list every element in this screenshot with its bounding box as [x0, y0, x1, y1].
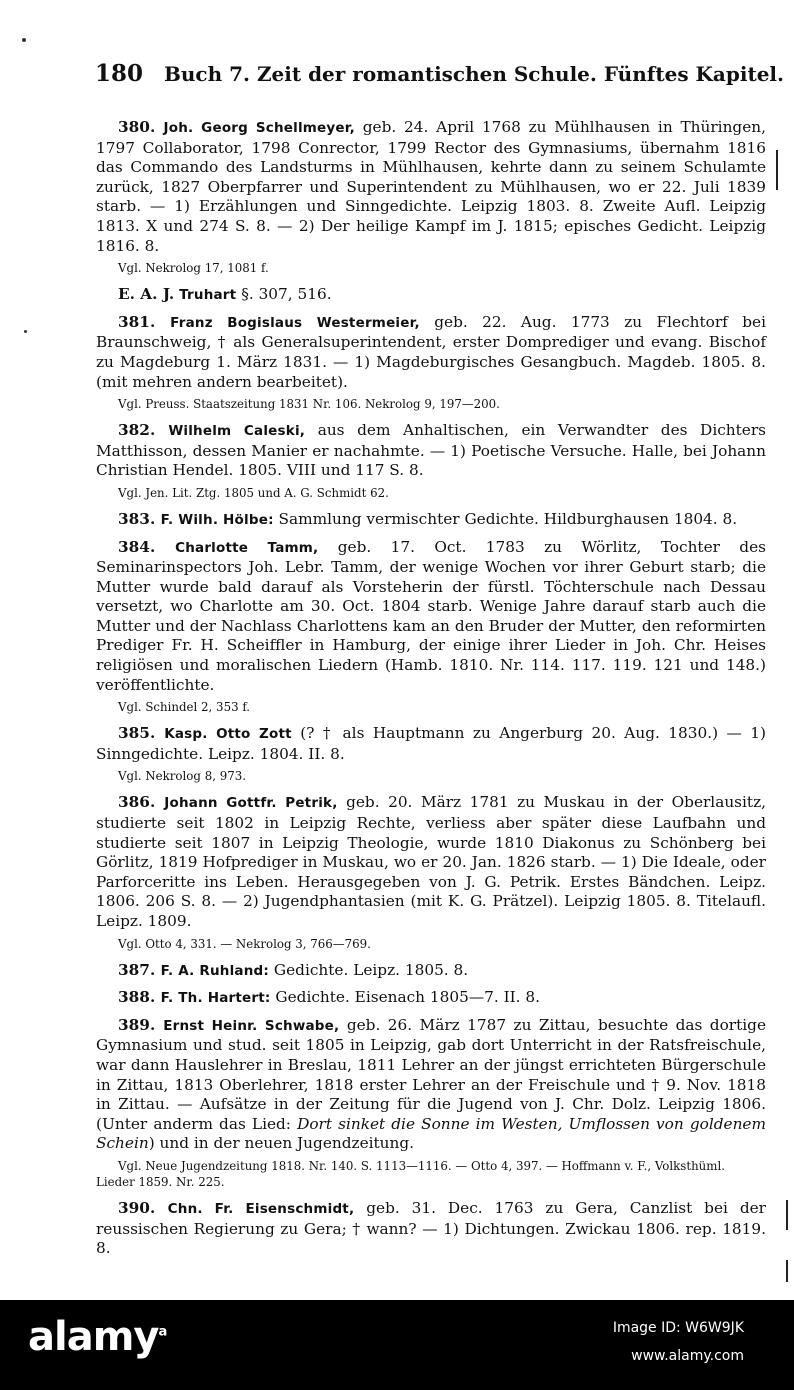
entry-name: Franz Bogislaus Westermeier, [170, 314, 420, 331]
entry-text: Gedichte. Eisenach 1805—7. II. 8. [275, 988, 540, 1007]
image-url: www.alamy.com [631, 1348, 744, 1364]
entry-note: Vgl. Nekrolog 17, 1081 f. [118, 261, 269, 276]
margin-mark [786, 1260, 788, 1282]
entry-name: F. A. Ruhland: [160, 962, 270, 979]
entry-name: Joh. Georg Schellmeyer, [163, 120, 355, 136]
body-text [96, 118, 766, 1266]
entry-text: geb. 31. Dec. 1763 zu Gera, Canzlist bei der reussischen Regierung zu Gera; † wann? — 1) Dichtungen. Zwickau 1806. rep. 1819. 8. [96, 1198, 766, 1258]
entry-number: E. A. J. [118, 285, 175, 304]
scan-speck [24, 330, 27, 333]
entry-text: Sammlung vermischter Gedichte. Hildburghausen 1804. 8. [278, 509, 738, 528]
song-title: Dort sinket die Sonne im Westen, Umflossen von goldenem Schein [96, 1114, 766, 1153]
entry-name: Charlotte Tamm, [175, 539, 319, 556]
entry-number: 381 [118, 312, 150, 331]
entry-text: (? † als Hauptmann zu Angerburg 20. Aug. 1830.) — 1) Sinngedichte. Leipz. 1804. II. 8. [96, 724, 766, 763]
entry-380: 380. Joh. Georg Schellmeyer, geb. 24. April 1768 zu Mühlhausen in Thüringen, 1797 Collaborator, 1798 Conrector, 1799 Rector des Gymnasiums, übernahm 1816 das Commando des Landsturms in Mühlhausen, kehrte dann zu seinem Schulamte zurück, 1827 Oberpfarrer und Superintendent zu Mühlhausen, wo er 22. Juli 1839 starb. — 1) Erzählungen und Sinngedichte. Leipzig 1803. 8. Zweite Aufl. Leipzig 1813. X und 274 S. 8. — 2) Der heilige Kampf im J. 1815; episches Gedicht. Leipzig 1816. 8. [96, 118, 766, 255]
entry-number: 387 [118, 960, 150, 979]
entry-number: 382 [118, 421, 150, 440]
entry-388: 388. F. Th. Hartert: Gedichte. Eisenach 1805—7. II. 8. [118, 988, 540, 1007]
entry-number: 384 [118, 537, 150, 556]
entry-381: 381. Franz Bogislaus Westermeier, geb. 22. Aug. 1773 zu Flechtorf bei Braunschweig, † als Generalsuperintendent, erster Domprediger und evang. Bischof zu Magdeburg 1. März 1831. — 1) Magdeburgisches Gesangbuch. Magdeb. 1805. 8. (mit mehren andern bearbeitet). [96, 312, 766, 391]
entry-386: 386. Johann Gottfr. Petrik, geb. 20. März 1781 zu Muskau in der Oberlausitz, studierte seit 1802 in Leipzig Rechte, verliess aber später diese Laufbahn und studierte seit 1807 in Leipzig Theologie, wurde 1810 Diakonus zu Schönberg bei Görlitz, 1819 Hofprediger in Muskau, wo er 20. Jan. 1826 starb. — 1) Die Ideale, oder Parforceritte ins Leben. Herausgegeben von J. G. Petrik. Erstes Bändchen. Leipz. 1806. 206 S. 8. — 2) Jugendphantasien (mit K. G. Prätzel). Leipzig 1805. 8. Titelaufl. Leipz. 1809. [96, 793, 766, 930]
entry-number: 386 [118, 793, 150, 812]
alamy-logo: alamy$^a$ [28, 1314, 167, 1360]
page-number: 180 [95, 60, 144, 87]
running-title: Buch 7. Zeit der romantischen Schule. Fünftes Kapitel. [163, 62, 784, 86]
entry-name: F. Th. Hartert: [160, 990, 271, 1007]
entry-note: Vgl. Neue Jugendzeitung 1818. Nr. 140. S. 1113—1116. — Otto 4, 397. — Hoffmann v. F., Volksthüml. Lieder 1859. Nr. 225. [96, 1158, 725, 1189]
entry-text: geb. 22. Aug. 1773 zu Flechtorf bei Braunschweig, † als Generalsuperintendent, erster Domprediger und evang. Bischof zu Magdeburg 1. März 1831. — 1) Magdeburgisches Gesangbuch. Magdeb. 1805. 8. (mit mehren andern bearbeitet). [96, 312, 766, 391]
entry-383: 383. F. Wilh. Hölbe: Sammlung vermischter Gedichte. Hildburghausen 1804. 8. [118, 509, 738, 528]
running-header [95, 60, 784, 87]
entry-number: 380 [118, 118, 150, 136]
entry-number: 389 [118, 1015, 150, 1034]
entry-text: geb. 26. März 1787 zu Zittau, besuchte das dortige Gymnasium und stud. seit 1805 in Leipzig, gab dort Unterricht in der Ratsfreischule, war dann Hauslehrer in Breslau, 1811 Lehrer an der jüngst errichteten Bürgerschule in Zittau, 1813 Oberlehrer, 1818 erster Lehrer an der Freischule und † 9. Nov. 1818 in Zittau. — Aufsätze in der Zeitung für die Jugend von J. Chr. Dolz. Leipzig 1806. (Unter anderm das Lied: [96, 1015, 766, 1133]
entry-text: aus dem Anhaltischen, ein Verwandter des Dichters Matthisson, dessen Manier er nachahmte. — 1) Poetische Versuche. Halle, bei Johann Christian Hendel. 1805. VIII und 117 S. 8. [96, 421, 766, 480]
entry-text: geb. 24. April 1768 zu Mühlhausen in Thüringen, 1797 Collaborator, 1798 Conrector, 1799 Rector des Gymnasiums, übernahm 1816 das Commando des Landsturms in Mühlhausen, kehrte dann zu seinem Schulamte zurück, 1827 Oberpfarrer und Superintendent zu Mühlhausen, wo er 22. Juli 1839 starb. — 1) Erzählungen und Sinngedichte. Leipzig 1803. 8. Zweite Aufl. Leipzig 1813. X und 274 S. 8. — 2) Der heilige Kampf im J. 1815; episches Gedicht. Leipzig 1816. 8. [96, 118, 766, 255]
entry-text: geb. 20. März 1781 zu Muskau in der Oberlausitz, studierte seit 1802 in Leipzig Rechte, verliess aber später diese Laufbahn und studierte seit 1807 in Leipzig Theologie, wurde 1810 Diakonus zu Schönberg bei Görlitz, 1819 Hofprediger in Muskau, wo er 20. Jan. 1826 starb. — 1) Die Ideale, oder Parforceritte ins Leben. Herausgegeben von J. G. Petrik. Erstes Bändchen. Leipz. 1806. 206 S. 8. — 2) Jugendphantasien (mit K. G. Prätzel). Leipzig 1805. 8. Titelaufl. Leipz. 1809. [96, 793, 766, 930]
watermark-bar [0, 1300, 794, 1390]
margin-mark [786, 1200, 788, 1230]
entry-name: Kasp. Otto Zott [164, 726, 292, 743]
entry-number: 388 [118, 988, 150, 1007]
entry-384: 384. Charlotte Tamm, geb. 17. Oct. 1783 zu Wörlitz, Tochter des Seminarinspectors Joh. Lebr. Tamm, der wenige Wochen vor ihrer Geburt starb; die Mutter wurde bald darauf als Vorsteherin der fürstl. Töchterschule nach Dessau versetzt, wo Charlotte am 30. Oct. 1804 starb. Wenige Jahre darauf starb auch die Mutter und der Nachlass Charlottens kam an den Bruder der Mutter, den reformirten Prediger Fr. H. Scheiffler in Hamburg, der einige ihrer Lieder in Joh. Chr. Heises religiösen und moralischen Liedern (Hamb. 1810. Nr. 114. 117. 119. 121 und 148.) veröffentlichte. [96, 537, 766, 694]
entry-390: 390. Chn. Fr. Eisenschmidt, geb. 31. Dec. 1763 zu Gera, Canzlist bei der reussischen Regierung zu Gera; † wann? — 1) Dichtungen. Zwickau 1806. rep. 1819. 8. [96, 1198, 766, 1258]
entry-382: 382. Wilhelm Caleski, aus dem Anhaltischen, ein Verwandter des Dichters Matthisson, dessen Manier er nachahmte. — 1) Poetische Versuche. Halle, bei Johann Christian Hendel. 1805. VIII und 117 S. 8. [96, 421, 766, 480]
image-id: Image ID: W6W9JK [612, 1320, 744, 1336]
entry-name: Wilhelm Caleski, [168, 423, 306, 440]
entry-name: F. Wilh. Hölbe: [160, 511, 274, 528]
entry-note: Vgl. Jen. Lit. Ztg. 1805 und A. G. Schmidt 62. [118, 485, 389, 500]
entry-note: Vgl. Schindel 2, 353 f. [118, 700, 251, 715]
margin-mark [776, 150, 778, 190]
entry-name: Chn. Fr. Eisenschmidt, [167, 1200, 355, 1217]
entry-text: Gedichte. Leipz. 1805. 8. [273, 960, 469, 979]
entry-text-after: ) und in der neuen Jugendzeitung. [148, 1134, 415, 1153]
entry-number: 383 [118, 509, 150, 528]
entry-note: Vgl. Nekrolog 8, 973. [118, 769, 246, 784]
entry-389: 389. Ernst Heinr. Schwabe, geb. 26. März 1787 zu Zittau, besuchte das dortige Gymnasium und stud. seit 1805 in Leipzig, gab dort Unterricht in der Ratsfreischule, war dann Hauslehrer in Breslau, 1811 Lehrer an der jüngst errichteten Bürgerschule in Zittau, 1813 Oberlehrer, 1818 erster Lehrer an der Freischule und † 9. Nov. 1818 in Zittau. — Aufsätze in der Zeitung für die Jugend von J. Chr. Dolz. Leipzig 1806. (Unter anderm das Lied: Dort sinket die Sonne im Westen, Umflossen von goldenem Schein) und in der neuen Jugendzeitung. [96, 1015, 766, 1153]
entry-387: 387. F. A. Ruhland: Gedichte. Leipz. 1805. 8. [118, 960, 469, 979]
entry-number: 390 [118, 1198, 150, 1217]
entry-name: Ernst Heinr. Schwabe, [163, 1017, 340, 1034]
entry-name: Truhart [179, 287, 237, 304]
entry-note: Vgl. Preuss. Staatszeitung 1831 Nr. 106. Nekrolog 9, 197—200. [118, 397, 500, 412]
scan-speck [22, 38, 26, 42]
entry-truhart [96, 285, 766, 306]
entry-text: geb. 17. Oct. 1783 zu Wörlitz, Tochter des Seminarinspectors Joh. Lebr. Tamm, der wenige Wochen vor ihrer Geburt starb; die Mutter wurde bald darauf als Vorsteherin der fürstl. Töchterschule nach Dessau versetzt, wo Charlotte am 30. Oct. 1804 starb. Wenige Jahre darauf starb auch die Mutter und der Nachlass Charlottens kam an den Bruder der Mutter, den reformirten Prediger Fr. H. Scheiffler in Hamburg, der einige ihrer Lieder in Joh. Chr. Heises religiösen und moralischen Liedern (Hamb. 1810. Nr. 114. 117. 119. 121 und 148.) veröffentlichte. [96, 537, 766, 694]
entry-385: 385. Kasp. Otto Zott (? † als Hauptmann zu Angerburg 20. Aug. 1830.) — 1) Sinngedichte. Leipz. 1804. II. 8. [96, 724, 766, 763]
entry-number: 385 [118, 724, 150, 743]
entry-note: Vgl. Otto 4, 331. — Nekrolog 3, 766—769. [118, 936, 371, 951]
entry-text: §. 307, 516. [241, 285, 332, 304]
entry-name: Johann Gottfr. Petrik, [164, 795, 338, 812]
